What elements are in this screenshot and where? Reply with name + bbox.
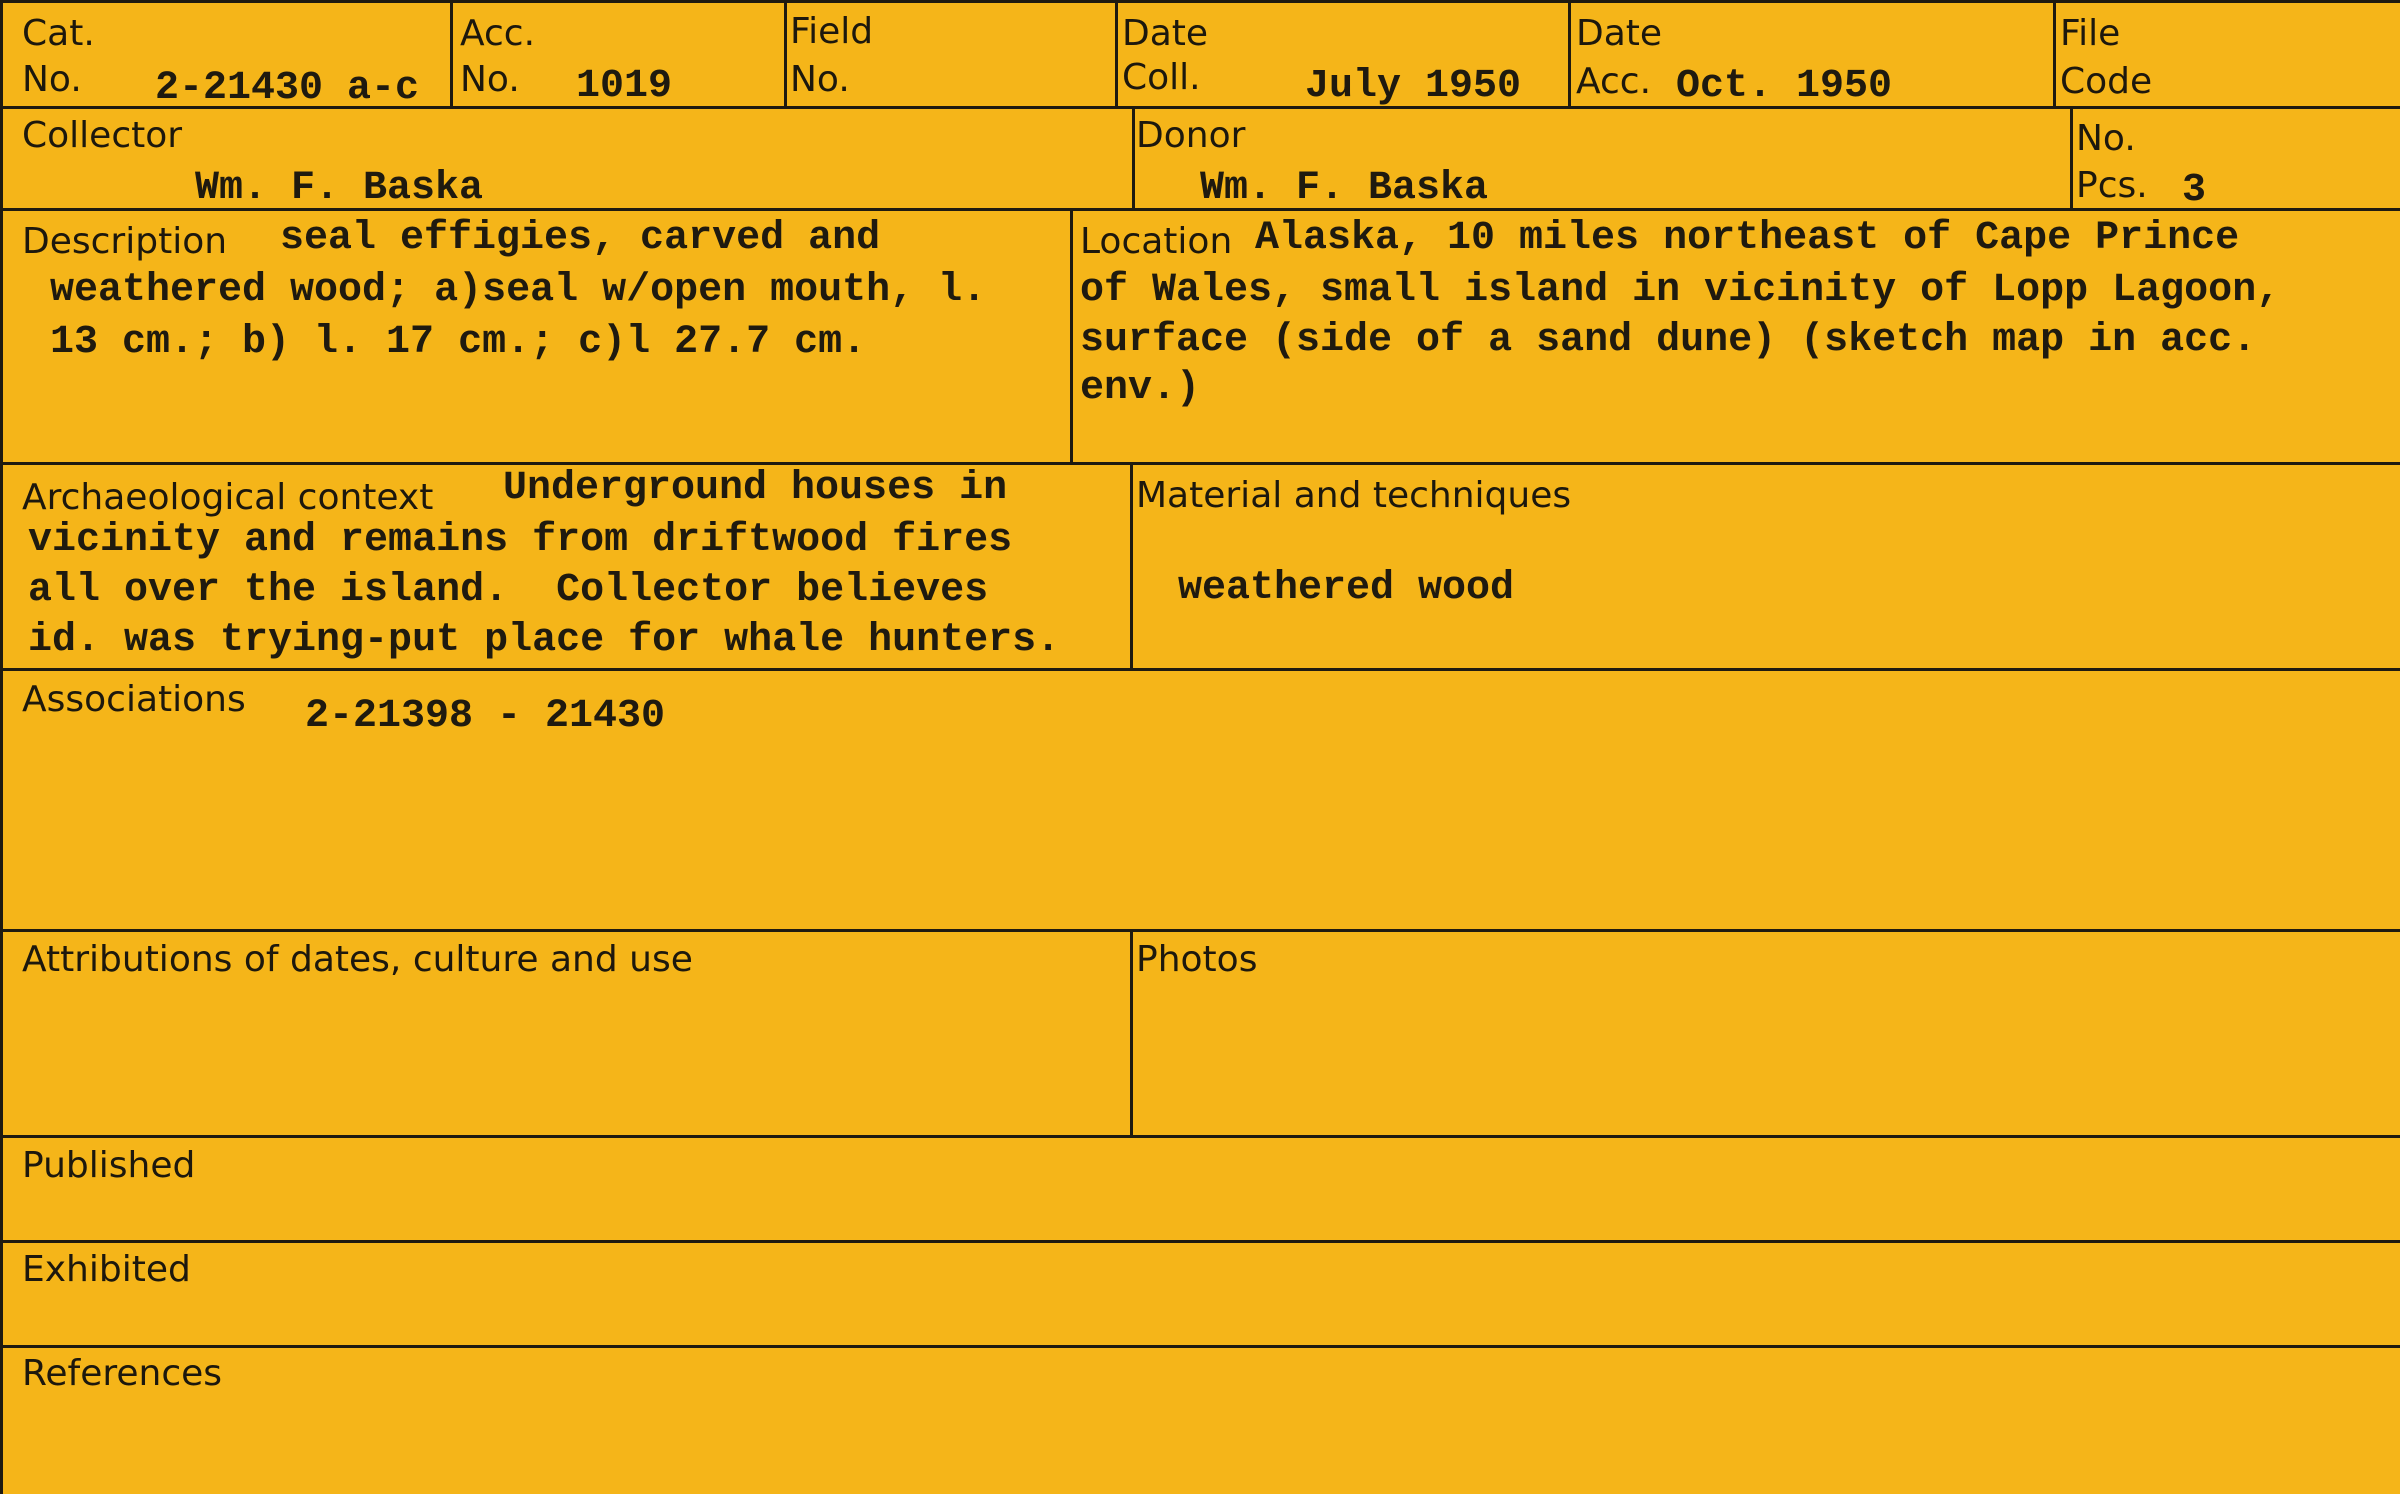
pieces-label-2: Pcs. [2076,165,2148,206]
context-line-4: id. was trying-put place for whale hunters. [28,618,1061,663]
rule-v-field [1115,0,1118,108]
archaeological-context-label: Archaeological context [22,477,434,518]
rule-v-description [1070,208,1073,464]
donor-name: Wm. F. Baska [1200,166,1489,211]
rule-v-donor [2070,106,2073,210]
published-label: Published [22,1145,196,1186]
date-acc-label-1: Date [1576,13,1663,54]
description-line-3: 13 cm.; b) l. 17 cm.; c)l 27.7 cm. [50,320,867,365]
material-label: Material and techniques [1136,475,1572,516]
cat-label-1: Cat. [22,13,95,54]
rule-row3 [0,462,2400,465]
references-label: References [22,1353,223,1394]
rule-row8 [0,1345,2400,1348]
date-accessioned: Oct. 1950 [1676,64,1893,109]
rule-v-context [1130,462,1133,670]
context-line-1: Underground houses in [503,466,1008,511]
rule-row4 [0,668,2400,671]
pieces-count: 3 [2182,168,2207,213]
field-label-1: Field [790,11,874,52]
location-line-2: of Wales, small island in vicinity of Lopp Lagoon, [1080,268,2281,313]
donor-label: Donor [1136,115,1246,156]
date-collected: July 1950 [1305,64,1522,109]
date-coll-label-1: Date [1122,13,1209,54]
location-line-4: env.) [1080,366,1201,411]
field-label-2: No. [790,59,850,100]
attributions-label: Attributions of dates, culture and use [22,939,693,980]
date-coll-label-2: Coll. [1122,57,1201,98]
description-label: Description [22,221,228,262]
context-line-3: all over the island. Collector believes [28,568,989,613]
rule-v-collector [1132,106,1135,210]
rule-v-datecoll [1568,0,1571,108]
description-line-1: seal effigies, carved and [280,216,881,261]
location-line-3: surface (side of a sand dune) (sketch map in acc. [1080,318,2257,363]
exhibited-label: Exhibited [22,1249,191,1290]
acc-label-1: Acc. [460,13,536,54]
context-line-2: vicinity and remains from driftwood fires [28,518,1013,563]
cat-label-2: No. [22,59,82,100]
material-value: weathered wood [1178,566,1515,611]
rule-v-attributions [1130,929,1133,1137]
photos-label: Photos [1136,939,1258,980]
file-label-1: File [2060,13,2121,54]
rule-v-dateacc [2053,0,2056,108]
rule-v-acc [784,0,787,108]
acc-number: 1019 [576,64,673,109]
description-line-2: weathered wood; a)seal w/open mouth, l. [50,268,987,313]
rule-row7 [0,1240,2400,1243]
location-line-1: Alaska, 10 miles northeast of Cape Prince [1255,216,2240,261]
rule-row5 [0,929,2400,932]
cat-number: 2-21430 a-c [155,66,420,111]
collector-label: Collector [22,115,183,156]
file-label-2: Code [2060,61,2153,102]
rule-top [0,0,2400,3]
associations-value: 2-21398 - 21430 [305,694,666,739]
collector-name: Wm. F. Baska [195,166,484,211]
location-label: Location [1080,221,1233,262]
pieces-label-1: No. [2076,118,2136,159]
date-acc-label-2: Acc. [1576,61,1652,102]
rule-left [0,0,3,1494]
associations-label: Associations [22,679,246,720]
acc-label-2: No. [460,59,520,100]
rule-v-cat [450,0,453,108]
rule-row6 [0,1135,2400,1138]
